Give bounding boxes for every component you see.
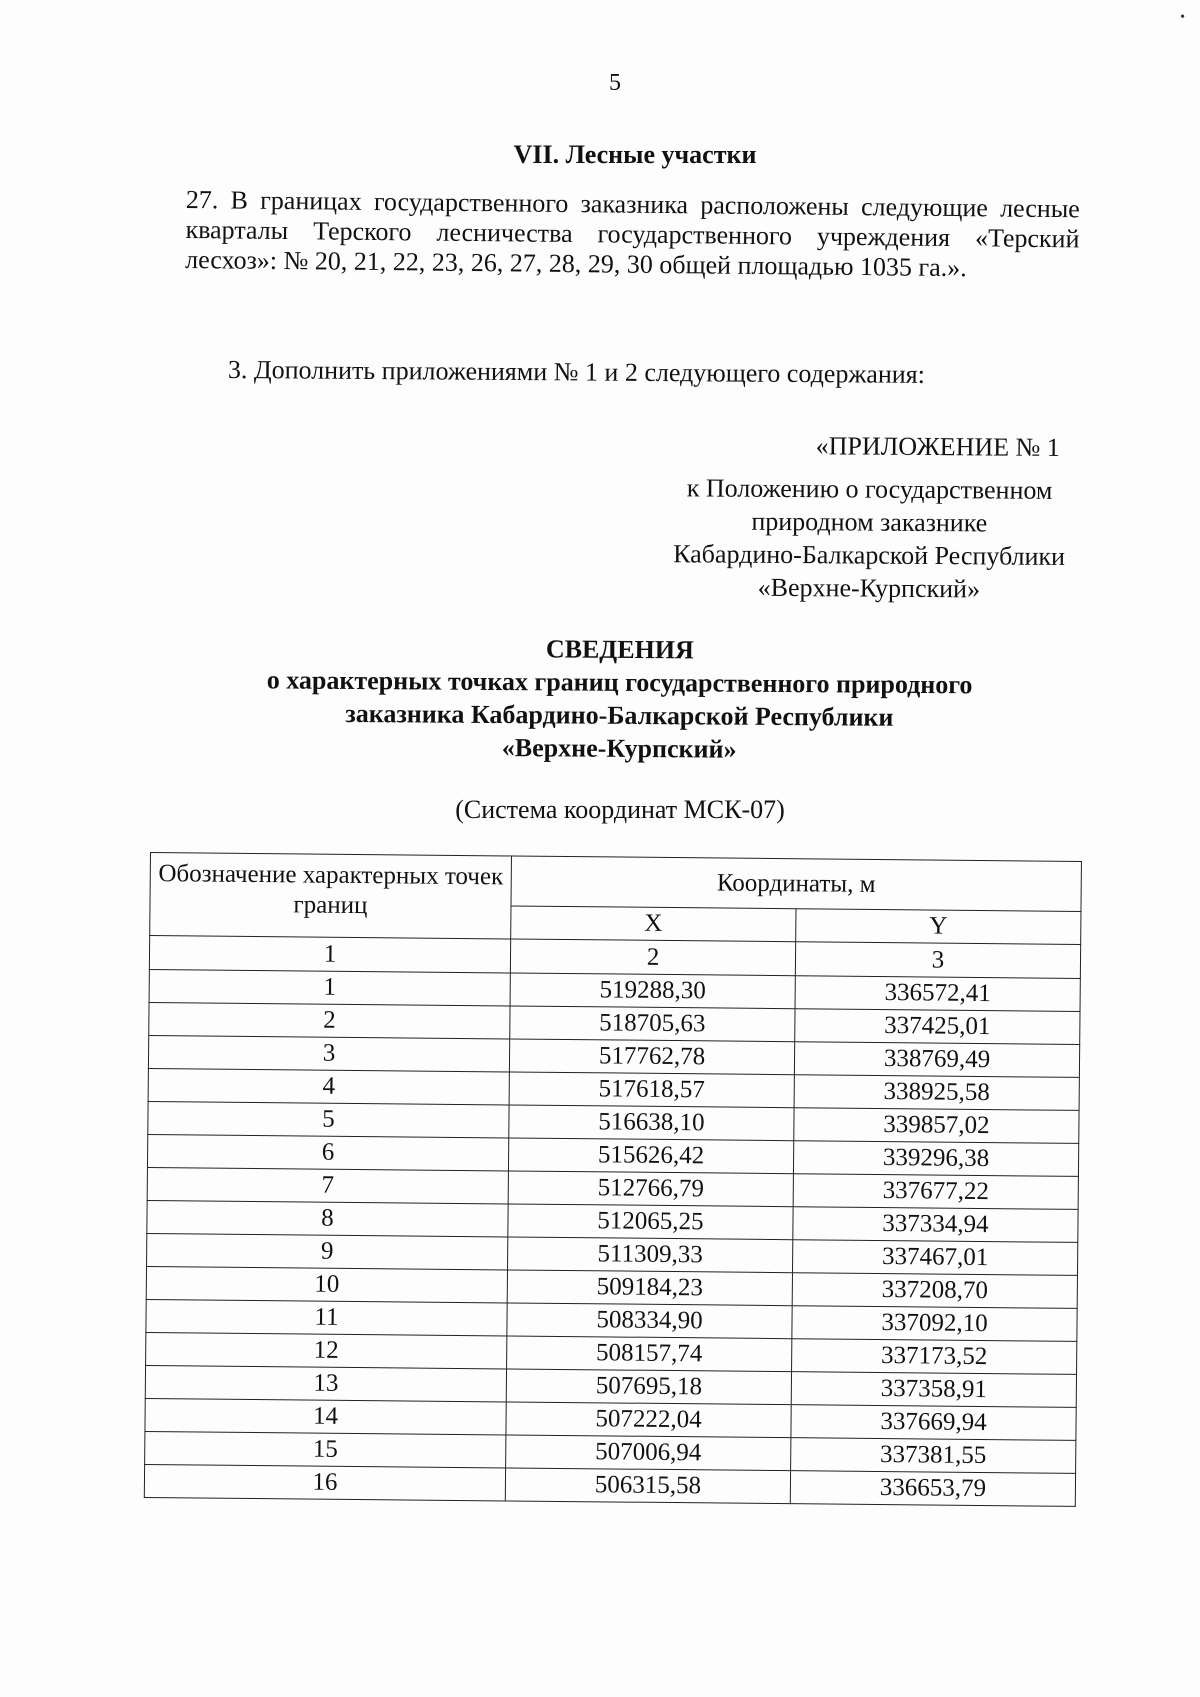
paragraph-3: 3. Дополнить приложениями № 1 и 2 следующего содержания:	[227, 355, 926, 389]
cell-x: 507695,18	[506, 1369, 791, 1405]
cell-y: 338925,58	[794, 1075, 1079, 1111]
cell-point: 12	[146, 1332, 507, 1368]
cell-y: 339857,02	[794, 1108, 1079, 1144]
section-title: VII. Лесные участки	[513, 140, 757, 169]
cell-point: 8	[147, 1200, 508, 1236]
paragraph-27: 27. В границах государственного заказника расположены следующие лесные кварталы Терского лесничества государственного учреждения «Терский лесхоз»: № 20, 21, 22, 23, 26, 27, 28, 29, 30 общей площадью 1035 га.».	[185, 185, 1080, 283]
page-number: 5	[609, 70, 621, 96]
cell-y: 339296,38	[793, 1141, 1078, 1177]
cell-y: 337467,01	[792, 1240, 1077, 1276]
cell-x: 512766,79	[508, 1171, 793, 1207]
cell-x: 517762,78	[509, 1039, 794, 1075]
cell-x: 518705,63	[510, 1006, 795, 1042]
cell-x: 508157,74	[507, 1336, 792, 1372]
cell-point: 14	[145, 1398, 506, 1434]
col-x-header: X	[511, 906, 796, 942]
cell-y: 337173,52	[792, 1339, 1077, 1375]
cell-y: 337425,01	[795, 1009, 1080, 1045]
col-number-1: 1	[149, 936, 510, 973]
table-body	[144, 969, 1080, 1506]
cell-point: 9	[147, 1233, 508, 1269]
cell-point: 13	[145, 1365, 506, 1401]
col-number-3: 3	[795, 942, 1080, 979]
coordinate-system: (Система координат МСК-07)	[455, 795, 785, 824]
cell-x: 509184,23	[507, 1270, 792, 1306]
cell-x: 507222,04	[506, 1402, 791, 1438]
cell-y: 337334,94	[793, 1207, 1078, 1243]
cell-point: 1	[149, 969, 510, 1005]
cell-y: 337358,91	[791, 1372, 1076, 1408]
cell-y: 337208,70	[792, 1273, 1077, 1309]
cell-y: 337677,22	[793, 1174, 1078, 1210]
appendix-line-2: природном заказнике	[751, 506, 988, 538]
info-subtitle-2: заказника Кабардино-Балкарской Республики	[345, 698, 894, 732]
cell-point: 16	[144, 1464, 505, 1500]
cell-point: 7	[147, 1167, 508, 1203]
cell-x: 507006,94	[506, 1435, 791, 1471]
appendix-line-4: «Верхне-Курпский»	[757, 572, 981, 604]
cell-point: 11	[146, 1299, 507, 1335]
info-title-block	[209, 630, 1030, 768]
cell-point: 15	[145, 1431, 506, 1467]
cell-y: 337092,10	[792, 1306, 1077, 1342]
cell-point: 4	[148, 1068, 509, 1104]
info-subtitle-1: о характерных точках границ государственного природного	[266, 665, 973, 700]
coordinates-table-wrapper	[144, 852, 1082, 1507]
cell-x: 515626,42	[508, 1138, 793, 1174]
cell-point: 6	[147, 1134, 508, 1170]
cell-y: 337669,94	[791, 1405, 1076, 1441]
cell-y: 338769,49	[794, 1042, 1079, 1078]
cell-x: 516638,10	[509, 1105, 794, 1141]
cell-y: 337381,55	[791, 1438, 1076, 1474]
cell-x: 506315,58	[505, 1468, 790, 1504]
col-coords-header: Координаты, м	[511, 856, 1081, 911]
cell-point: 5	[148, 1101, 509, 1137]
info-title: СВЕДЕНИЯ	[545, 634, 694, 665]
appendix-line-1: к Положению о государственном	[686, 473, 1053, 505]
coordinates-table	[144, 852, 1082, 1507]
cell-point: 2	[149, 1002, 510, 1038]
appendix-line-3: Кабардино-Балкарской Республики	[673, 539, 1066, 571]
col-number-2: 2	[510, 939, 795, 976]
cell-x: 511309,33	[508, 1237, 793, 1273]
cell-x: 512065,25	[508, 1204, 793, 1240]
cell-x: 508334,90	[507, 1303, 792, 1339]
col-point-header: Обозначение характерных точек границ	[150, 853, 512, 939]
cell-point: 10	[146, 1266, 507, 1302]
col-y-header: Y	[796, 909, 1081, 945]
appendix-heading-block	[639, 428, 1100, 606]
info-subtitle-3: «Верхне-Курпский»	[501, 733, 737, 764]
cell-point: 3	[148, 1035, 509, 1071]
cell-y: 336572,41	[795, 976, 1080, 1012]
cell-x: 519288,30	[510, 973, 795, 1009]
cell-x: 517618,57	[509, 1072, 794, 1108]
cell-y: 336653,79	[790, 1471, 1075, 1507]
appendix-title: «ПРИЛОЖЕНИЕ № 1	[815, 431, 1060, 462]
scan-mark: •	[1180, 10, 1185, 25]
